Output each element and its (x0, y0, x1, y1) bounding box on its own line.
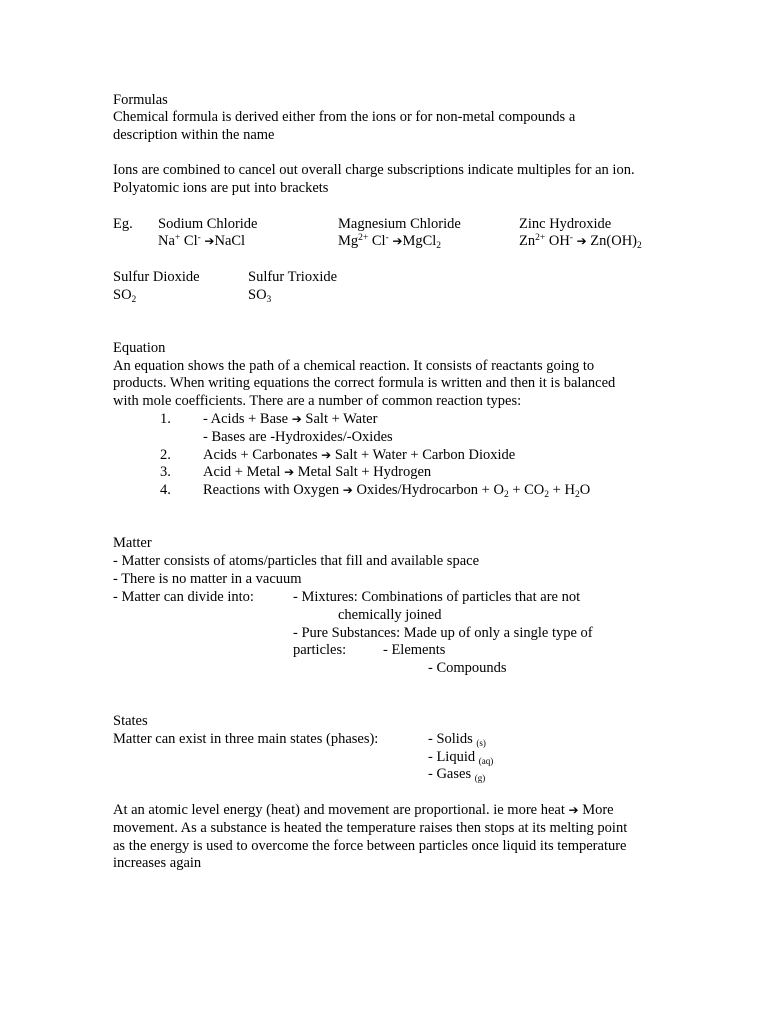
states-paragraph-line2: movement. As a substance is heated the temperature raises then stops at its melting point (113, 820, 628, 836)
matter-heading: Matter (113, 535, 152, 551)
compounds-item: - Compounds (428, 660, 507, 676)
formulas-heading: Formulas (113, 92, 168, 108)
ions-line1: Ions are combined to cancel out overall charge subscriptions indicate multiples for an ion. (113, 162, 635, 178)
state-liquid: - Liquid $_{(aq)}$ (428, 749, 494, 766)
reaction-item: Reactions with Oxygen ➔ Oxides/Hydrocarbon + $O_2 + CO_2 + H_2O$ (203, 482, 591, 500)
state-solids: - Solids $_{(s)}$ (428, 731, 486, 748)
matter-bullet: - There is no matter in a vacuum (113, 571, 302, 587)
sulfur-dioxide-label: Sulfur Dioxide (113, 269, 200, 285)
matter-bullet: - Matter can divide into: (113, 589, 254, 605)
formulas-intro-line1: Chemical formula is derived either from the ions or for non-metal compounds a (113, 109, 576, 125)
mixtures-text-cont: chemically joined (338, 607, 442, 623)
matter-bullet: - Matter consists of atoms/particles that fill and available space (113, 553, 480, 569)
reaction-number: 1. (160, 411, 171, 427)
right-arrow-icon: ➔ (568, 803, 579, 817)
sulfur-trioxide-formula: $SO_3$ (248, 287, 272, 305)
right-arrow-icon: ➔ (284, 465, 295, 479)
pure-substances-text: - Pure Substances: Made up of only a single type of (293, 625, 593, 641)
states-paragraph-line4: increases again (113, 855, 202, 871)
states-paragraph-line1: At an atomic level energy (heat) and movement are proportional. ie more heat ➔ More (113, 802, 614, 818)
reaction-item: Acids + Carbonates ➔ Salt + Water + Carbon Dioxide (203, 447, 516, 463)
states-heading: States (113, 713, 148, 729)
eg-label: Eg. (113, 216, 133, 232)
sulfur-dioxide-formula: $SO_2$ (113, 287, 137, 305)
right-arrow-icon: ➔ (321, 448, 332, 462)
equation-paragraph-line2: products. When writing equations the correct formula is written and then it is balanced (113, 375, 616, 391)
magnesium-chloride-label: Magnesium Chloride (338, 216, 461, 232)
states-intro: Matter can exist in three main states (phases): (113, 731, 379, 747)
right-arrow-icon: ➔ (342, 483, 353, 497)
reaction-item: Acid + Metal ➔ Metal Salt + Hydrogen (203, 464, 432, 480)
formulas-intro-line2: description within the name (113, 127, 275, 143)
particles-label: particles: (293, 642, 347, 658)
ions-line2: Polyatomic ions are put into brackets (113, 180, 329, 196)
right-arrow-icon: ➔ (576, 234, 587, 248)
zinc-hydroxide-label: Zinc Hydroxide (519, 216, 612, 232)
right-arrow-icon: ➔ (204, 234, 215, 248)
reaction-item: - Bases are -Hydroxides/-Oxides (203, 429, 393, 445)
right-arrow-icon: ➔ (392, 234, 403, 248)
equation-paragraph-line3: with mole coefficients. There are a number of common reaction types: (113, 393, 522, 409)
right-arrow-icon: ➔ (291, 412, 302, 426)
reaction-number: 2. (160, 447, 171, 463)
reaction-item: - Acids + Base ➔ Salt + Water (203, 411, 378, 427)
mixtures-text: - Mixtures: Combinations of particles that are not (293, 589, 581, 605)
sodium-chloride-label: Sodium Chloride (158, 216, 258, 232)
state-gases: - Gases $_{(g)}$ (428, 766, 486, 783)
zinc-hydroxide-formula: $Zn^{2+}$ OH- ➔ $Zn(OH)_2$ (519, 233, 642, 251)
states-paragraph-line3: as the energy is used to overcome the force between particles once liquid its temperature (113, 838, 627, 854)
reaction-number: 3. (160, 464, 171, 480)
sodium-chloride-formula: Na+ Cl- ➔NaCl (158, 233, 246, 249)
elements-item: - Elements (383, 642, 446, 658)
reaction-number: 4. (160, 482, 171, 498)
equation-paragraph-line1: An equation shows the path of a chemical reaction. It consists of reactants going to (113, 358, 595, 374)
sulfur-trioxide-label: Sulfur Trioxide (248, 269, 338, 285)
equation-heading: Equation (113, 340, 166, 356)
magnesium-chloride-formula: $Mg^{2+}$ Cl- ➔MgCl$_2$ (338, 233, 442, 251)
